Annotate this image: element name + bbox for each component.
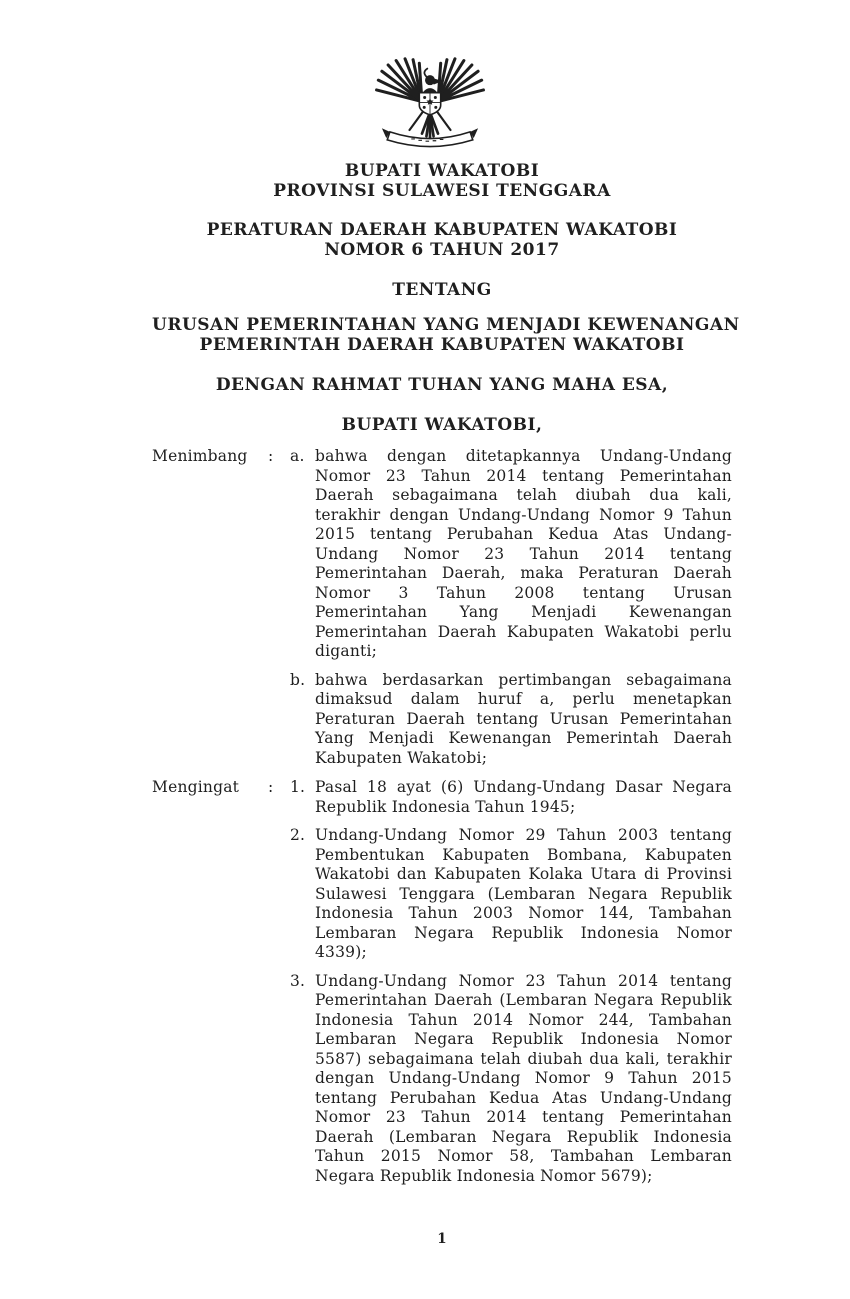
emblem-shield — [419, 93, 440, 115]
clause-marker: 2. — [290, 826, 306, 844]
clause-mengingat-2 — [290, 826, 732, 963]
emblem-tail-feathers — [422, 112, 438, 137]
clause-mengingat-1 — [290, 778, 732, 817]
clause-marker: b. — [290, 670, 306, 689]
clause-text: Undang-Undang Nomor 23 Tahun 2014 tentang Pemerintahan Daerah (Lembaran Negara Republik Indonesia Tahun 2014 Nomor 244, Tambahan Lembaran Negara Republik Indonesia Nomor 5587) sebagaimana telah diubah dua kali, terakhir dengan Undang-Undang Nomor 9 Tahun 2015 tentang Perubahan Kedua Atas Undang-Undang Nomor 23 Tahun 2014 tentang Pemerintahan Daerah (Lembaran Negara Republik Indonesia Tahun 2015 Nomor 58, Tambahan Lembaran Negara Republik Indonesia Nomor 5679); — [315, 971, 732, 1185]
clause-text: bahwa berdasarkan pertimbangan sebagaimana dimaksud dalam huruf a, perlu menetapkan Peraturan Daerah tentang Urusan Pemerintahan Yang Menjadi Kewenangan Pemerintah Daerah Kabupaten Wakatobi; — [315, 670, 732, 767]
clause-marker: 1. — [290, 778, 306, 796]
clause-text: Pasal 18 ayat (6) Undang-Undang Dasar Negara Republik Indonesia Tahun 1945; — [315, 778, 732, 816]
section-colon: : — [268, 778, 274, 796]
section-label: Mengingat — [152, 778, 240, 796]
section-mengingat — [152, 778, 732, 1186]
province-title: PROVINSI SULAWESI TENGGARA — [273, 181, 611, 201]
section-colon: : — [268, 447, 274, 465]
about-label: TENTANG — [392, 280, 492, 300]
regulation-number: NOMOR 6 TAHUN 2017 — [324, 240, 560, 260]
clause-text: Undang-Undang Nomor 29 Tahun 2003 tentang Pembentukan Kabupaten Bombana, Kabupaten Wakatobi dan Kabupaten Kolaka Utara di Provinsi Sulawesi Tenggara (Lembaran Negara Republik Indonesia Tahun 2003 Nomor 144, Tambahan Lembaran Negara Republik Indonesia Nomor 4339); — [315, 826, 732, 961]
section-items — [290, 447, 732, 768]
document-body — [152, 447, 732, 1186]
clause-menimbang-b — [290, 671, 732, 769]
section-label: Menimbang — [152, 447, 248, 465]
section-menimbang — [152, 447, 732, 768]
garuda-pancasila-emblem — [368, 57, 492, 155]
section-items — [290, 778, 732, 1186]
clause-mengingat-3 — [290, 972, 732, 1187]
subject-line-1: URUSAN PEMERINTAHAN YANG MENJADI KEWENANGAN — [152, 315, 740, 335]
subject-line-2: PEMERINTAH DAERAH KABUPATEN WAKATOBI — [199, 335, 685, 355]
emblem-left-wing — [377, 59, 422, 102]
emblem-right-wing — [438, 59, 483, 102]
clause-menimbang-a — [290, 447, 732, 662]
clause-marker: 3. — [290, 971, 306, 990]
regulation-title: PERATURAN DAERAH KABUPATEN WAKATOBI — [206, 220, 678, 240]
clause-text: bahwa dengan ditetapkannya Undang-Undang Nomor 23 Tahun 2014 tentang Pemerintahan Daerah sebagaimana telah diubah dua kali, terakhir dengan Undang-Undang Nomor 9 Tahun 2015 tentang Perubahan Kedua Atas Undang-Undang Nomor 23 Tahun 2014 tentang Pemerintahan Daerah, maka Peraturan Daerah Nomor 3 Tahun 2008 tentang Urusan Pemerintahan Yang Menjadi Kewenangan Pemerintahan Daerah Kabupaten Wakatobi perlu diganti; — [315, 447, 732, 660]
document-header — [152, 161, 740, 435]
page-number: 1 — [437, 1231, 447, 1247]
clause-marker: a. — [290, 447, 305, 465]
authority-title: BUPATI WAKATOBI — [344, 161, 540, 181]
enacting-official-line: BUPATI WAKATOBI, — [341, 415, 543, 435]
invocation-line: DENGAN RAHMAT TUHAN YANG MAHA ESA, — [215, 375, 669, 395]
